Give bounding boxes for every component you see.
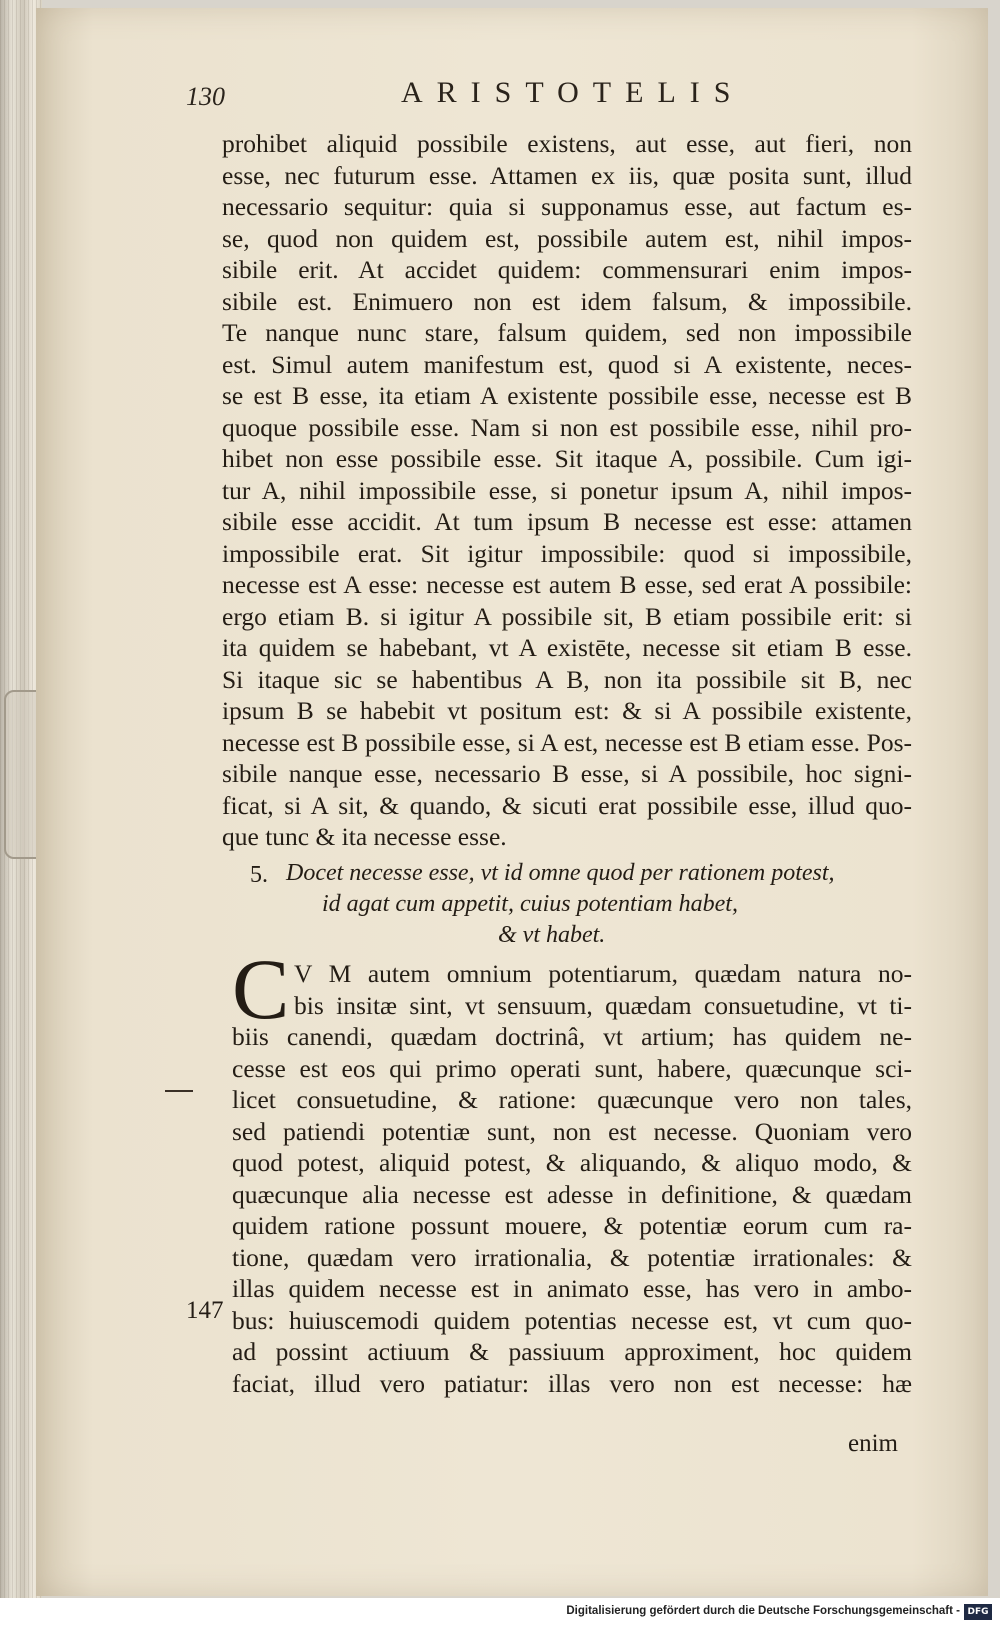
text-line: hibet non esse possibile esse. Sit itaque A, possibile. Cum igi- — [222, 444, 912, 473]
text-line: necessario sequitur: quia si supponamus esse, aut factum es- — [222, 192, 912, 221]
text-line: biis canendi, quædam doctrinâ, vt artium; has quidem ne- — [232, 1022, 912, 1051]
text-line: bis insitæ sint, vt sensuum, quædam consuetudine, vt ti- — [294, 990, 912, 1020]
text-line: prohibet aliquid possibile existens, aut esse, aut fieri, non — [222, 129, 912, 158]
text-line: tione, quædam vero irrationalia, & potentiæ irrationales: & — [232, 1242, 912, 1272]
text-line: ficat, si A sit, & quando, & sicuti erat possibile esse, illud quo- — [222, 790, 912, 820]
text-line: sibile erit. At accidet quidem: commensurari enim impos- — [222, 255, 912, 284]
catchword: enim — [848, 1430, 898, 1457]
text-line: quod potest, aliquid potest, & aliquando, & aliquo modo, & — [232, 1148, 912, 1177]
text-line: Si itaque sic se habentibus A B, non ita possibile sit B, nec — [222, 664, 912, 694]
body-text — [222, 128, 912, 853]
text-line: se est B esse, ita etiam A existente possibile esse, necesse est B — [222, 381, 912, 410]
text-line: ad possint actiuum & passiuum approximent, hoc quidem — [232, 1337, 912, 1366]
heading-line: & vt habet. — [498, 922, 606, 948]
text-line: esse, nec futurum esse. Attamen ex iis, quæ posita sunt, illud — [222, 160, 912, 190]
text-line: Te nanque nunc stare, falsum quidem, sed non impossibile — [222, 318, 912, 347]
text-line: cesse est eos qui primo operati sunt, habere, quæcunque sci- — [232, 1053, 912, 1083]
text-line: ita quidem se habebant, vt A existēte, necesse sit etiam B esse. — [222, 633, 912, 662]
text-line: sed patiendi potentiæ sunt, non est necesse. Quoniam vero — [232, 1116, 912, 1146]
text-line: quæcunque alia necesse est adesse in definitione, & quædam — [232, 1179, 912, 1209]
text-line: que tunc & ita necesse esse. — [222, 822, 507, 851]
margin-mark — [165, 1090, 193, 1092]
page-number: 130 — [186, 82, 225, 111]
text-line: est. Simul autem manifestum est, quod si A existente, neces- — [222, 349, 912, 379]
footer-bar — [0, 1598, 1000, 1629]
text-line: licet consuetudine, & ratione: quæcunque vero non tales, — [232, 1085, 912, 1114]
section-heading — [250, 858, 910, 951]
running-title: ARISTOTELIS — [401, 76, 745, 109]
text-line: impossibile erat. Sit igitur impossibile: quod si impossibile, — [222, 538, 912, 568]
dfg-logo-icon: DFG — [964, 1604, 992, 1620]
text-line: necesse est A esse: necesse est autem B esse, sed erat A possibile: — [222, 570, 912, 599]
footer-credit: Digitalisierung gefördert durch die Deutsche Forschungsgemeinschaft - — [566, 1605, 960, 1617]
text-line: V M autem omnium potentiarum, quædam natura no- — [294, 959, 912, 988]
text-line: se, quod non quidem est, possibile autem est, nihil impos- — [222, 223, 912, 253]
text-line: ipsum B se habebit vt positum est: & si A possibile existente, — [222, 696, 912, 725]
text-line: illas quidem necesse est in animato esse, has vero in ambo- — [232, 1274, 912, 1303]
text-line: quidem ratione possunt mouere, & potentiæ eorum cum ra- — [232, 1211, 912, 1240]
heading-line: Docet necesse esse, vt id omne quod per rationem potest, — [286, 860, 835, 886]
page-header — [186, 76, 906, 116]
text-line: sibile nanque esse, necessario B esse, si A possibile, hoc signi- — [222, 759, 912, 788]
heading-line: id agat cum appetit, cuius potentiam habet, — [322, 891, 738, 917]
text-line: bus: huiuscemodi quidem potentias necesse est, vt cum quo- — [232, 1305, 912, 1335]
text-line: sibile est. Enimuero non est idem falsum, & impossibile. — [222, 286, 912, 316]
text-line: quoque possibile esse. Nam si non est possibile esse, nihil pro- — [222, 412, 912, 442]
body-text-2 — [232, 958, 912, 1399]
text-line: ergo etiam B. si igitur A possibile sit, B etiam possibile erit: si — [222, 601, 912, 631]
section-number: 5. — [250, 862, 268, 888]
margin-number: 147 — [186, 1297, 224, 1324]
text-line: necesse est B possibile esse, si A est, necesse est B etiam esse. Pos- — [222, 727, 912, 757]
text-line: sibile esse accidit. At tum ipsum B necesse est esse: attamen — [222, 507, 912, 536]
drop-cap: C — [232, 941, 290, 1037]
text-line: faciat, illud vero patiatur: illas vero non est necesse: hæ — [232, 1368, 912, 1398]
text-line: tur A, nihil impossibile esse, si ponetur ipsum A, nihil impos- — [222, 475, 912, 505]
